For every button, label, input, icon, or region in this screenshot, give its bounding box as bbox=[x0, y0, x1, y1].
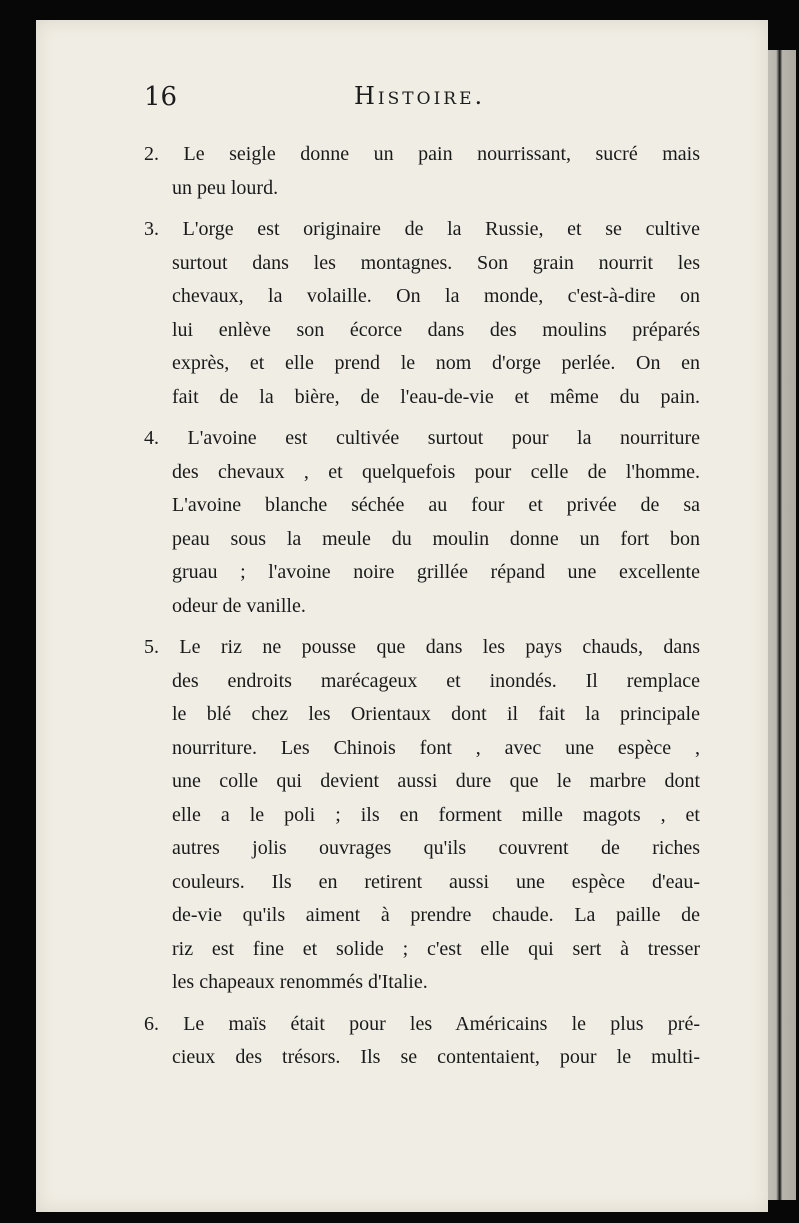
entry-seigle bbox=[144, 138, 700, 205]
running-title: Histoire. bbox=[354, 82, 486, 110]
text-line: couleurs. Ils en retirent aussi une espèce d'eau- bbox=[172, 870, 700, 893]
text-line: nourriture. Les Chinois font , avec une espèce , bbox=[172, 736, 700, 759]
text-line: cieux des trésors. Ils se contentaient, pour le multi- bbox=[172, 1046, 700, 1068]
text-line: surtout dans les montagnes. Son grain nourrit les bbox=[172, 251, 700, 274]
entry-mais bbox=[144, 1008, 700, 1075]
text-line: L'avoine blanche séchée au four et privée de sa bbox=[172, 494, 700, 516]
body-text bbox=[144, 138, 700, 1083]
text-line: des endroits marécageux et inondés. Il remplace bbox=[172, 669, 700, 692]
page-header bbox=[144, 78, 704, 118]
text-line: 5. Le riz ne pousse que dans les pays chauds, dans bbox=[144, 636, 700, 658]
text-line: les chapeaux renommés d'Italie. bbox=[172, 971, 428, 993]
text-line: exprès, et elle prend le nom d'orge perlée. On en bbox=[172, 352, 700, 374]
text-line: gruau ; l'avoine noire grillée répand une excellente bbox=[172, 561, 700, 583]
text-line: chevaux, la volaille. On la monde, c'est-à-dire on bbox=[172, 285, 700, 307]
text-line: le blé chez les Orientaux dont il fait la principale bbox=[172, 703, 700, 725]
text-line: des chevaux , et quelquefois pour celle de l'homme. bbox=[172, 460, 700, 483]
text-line: 3. L'orge est originaire de la Russie, et se cultive bbox=[144, 218, 700, 240]
page-number: 16 bbox=[144, 82, 178, 112]
text-line: elle a le poli ; ils en forment mille magots , et bbox=[172, 803, 700, 826]
text-line: 2. Le seigle donne un pain nourrissant, sucré mais bbox=[144, 143, 700, 165]
text-line: autres jolis ouvrages qu'ils couvrent de riches bbox=[172, 837, 700, 859]
text-line: lui enlève son écorce dans des moulins préparés bbox=[172, 318, 700, 341]
entry-orge bbox=[144, 213, 700, 414]
text-line: peau sous la meule du moulin donne un fort bon bbox=[172, 527, 700, 550]
text-line: fait de la bière, de l'eau-de-vie et même du pain. bbox=[172, 385, 700, 408]
text-line: de-vie qu'ils aiment à prendre chaude. La paille de bbox=[172, 904, 700, 926]
text-line: 6. Le maïs était pour les Américains le plus pré- bbox=[144, 1012, 700, 1035]
text-line: riz est fine et solide ; c'est elle qui sert à tresser bbox=[172, 937, 700, 960]
entry-avoine bbox=[144, 422, 700, 623]
text-line: une colle qui devient aussi dure que le marbre dont bbox=[172, 770, 700, 792]
text-line: 4. L'avoine est cultivée surtout pour la nourriture bbox=[144, 427, 700, 449]
entry-riz bbox=[144, 631, 700, 1000]
text-line: odeur de vanille. bbox=[172, 594, 306, 617]
text-line: un peu lourd. bbox=[172, 176, 279, 199]
